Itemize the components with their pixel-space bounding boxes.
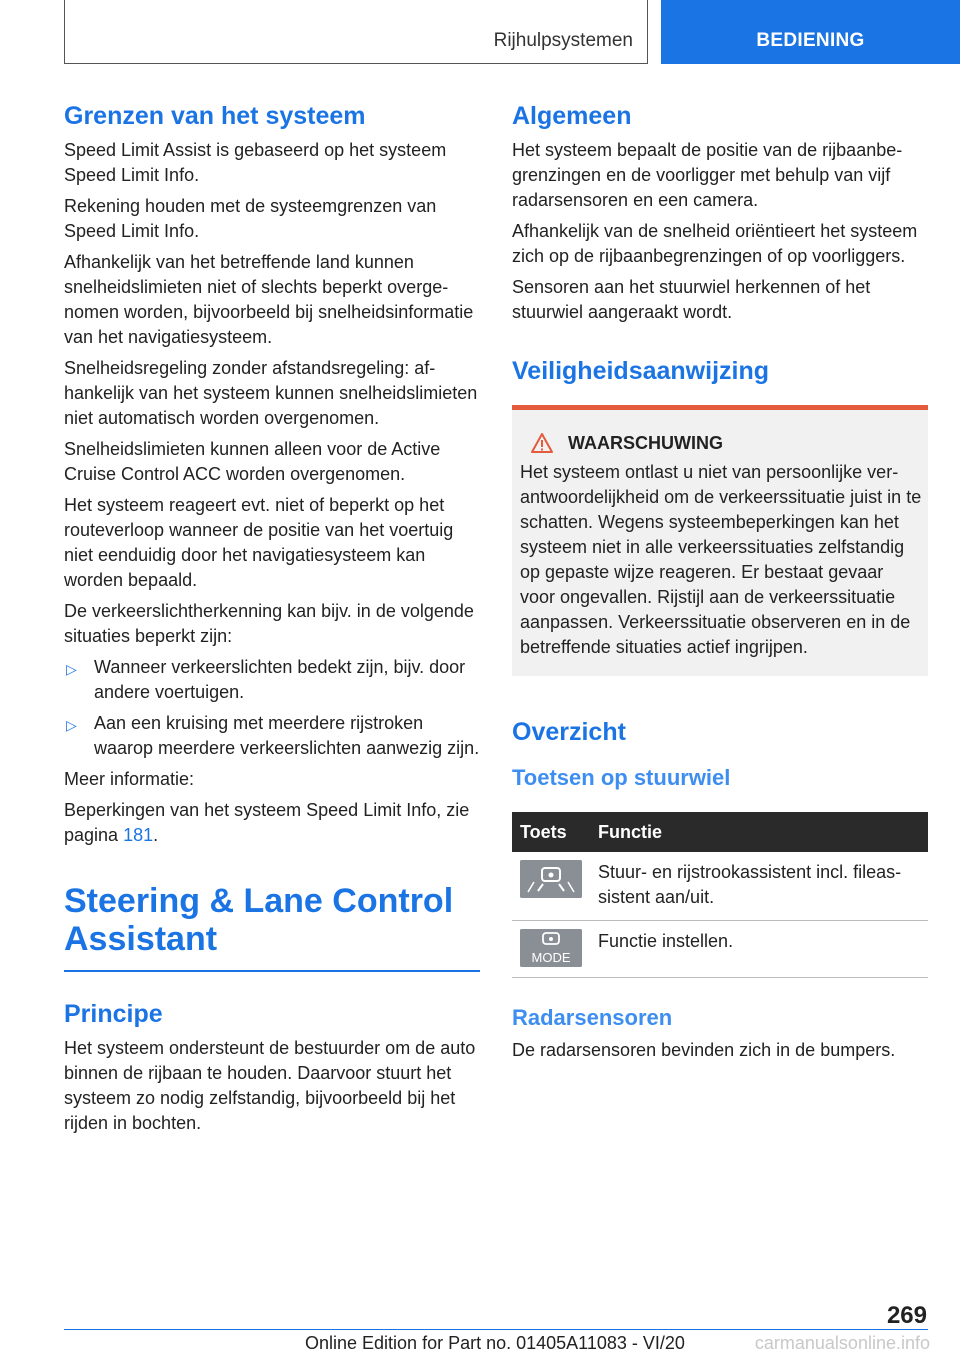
heading-principe: Principe bbox=[64, 1000, 163, 1028]
list-item bbox=[64, 711, 480, 761]
paragraph: Het systeem reageert evt. niet of beperkt op het routeverloop wanneer de positie van het voertuig niet eenduidig door het navigatiesysteem kan worden bepaald. bbox=[64, 495, 454, 590]
page-header bbox=[0, 0, 960, 66]
right-column bbox=[512, 100, 928, 1069]
edition-text: Online Edition for Part no. 01405A11083 - VI/20 bbox=[305, 1333, 685, 1353]
table-cell-function: Stuur- en rijstrookassistent incl. fileassistent aan/uit. bbox=[590, 852, 928, 921]
mode-icon bbox=[520, 929, 582, 967]
page-link[interactable]: 181 bbox=[123, 825, 154, 845]
paragraph: Rekening houden met de systeemgrenzen van Speed Limit Info. bbox=[64, 196, 437, 241]
heading-overzicht: Overzicht bbox=[512, 718, 626, 746]
bullet-list bbox=[64, 655, 480, 761]
heading-algemeen: Algemeen bbox=[512, 102, 632, 130]
table-row bbox=[512, 921, 928, 978]
warning-triangle-icon bbox=[530, 432, 554, 454]
chapter-tab: BEDIENING bbox=[661, 0, 960, 64]
table-header-row bbox=[512, 812, 928, 852]
paragraph: De radarsensoren bevinden zich in de bumpers. bbox=[512, 1040, 896, 1060]
heading-grenzen: Grenzen van het systeem bbox=[64, 102, 366, 130]
watermark: carmanualsonline.info bbox=[754, 1333, 930, 1353]
paragraph-end: . bbox=[153, 825, 159, 845]
table-header-functie: Functie bbox=[590, 812, 928, 852]
list-item bbox=[64, 655, 480, 705]
heading-steering: Steering & Lane Control Assistant bbox=[64, 882, 454, 958]
paragraph: Het systeem bepaalt de positie van de rijbaanbegrenzingen en de voorligger met behulp van vijf radarsensoren en een camera. bbox=[512, 140, 903, 210]
paragraph: Snelheidslimieten kunnen alleen voor de Active Cruise Control ACC worden overgenomen. bbox=[64, 439, 441, 484]
triangle-bullet-icon: ▷ bbox=[66, 661, 77, 677]
keys-table bbox=[512, 812, 928, 978]
page-number: 269 bbox=[886, 1302, 927, 1329]
heading-toetsen: Toetsen op stuurwiel bbox=[512, 765, 731, 790]
table-cell-key bbox=[512, 921, 590, 978]
left-column bbox=[64, 100, 480, 1142]
mode-label: MODE bbox=[531, 950, 571, 965]
footer-divider bbox=[64, 1329, 928, 1330]
lane-assist-icon bbox=[520, 860, 582, 898]
warning-label: WAARSCHUWING bbox=[568, 432, 723, 453]
list-item-text: Wanneer verkeerslichten bedekt zijn, bijv. door andere voertuigen. bbox=[94, 657, 466, 702]
table-row bbox=[512, 852, 928, 921]
paragraph: Afhankelijk van het betreffende land kunnen snelheidslimieten niet of slechts beperkt overgenomen worden, bijvoorbeeld bij snelheidsinformatie van het navigatiesysteem. bbox=[64, 252, 474, 347]
paragraph: Speed Limit Assist is gebaseerd op het systeem Speed Limit Info. bbox=[64, 140, 447, 185]
paragraph-text: Beperkingen van het systeem Speed Limit Info, zie pagina bbox=[64, 800, 470, 845]
paragraph: Afhankelijk van de snelheid oriëntieert het systeem zich op de rijbaanbegrenzingen of op voorliggers. bbox=[512, 221, 918, 266]
paragraph: Sensoren aan het stuurwiel herkennen of het stuurwiel aangeraakt wordt. bbox=[512, 277, 871, 322]
paragraph: Het systeem ondersteunt de bestuurder om de auto binnen de rijbaan te houden. Daarvoor stuurt het systeem zo nodig zelfstandig, bijvoorbeeld bij het rijden in bochten. bbox=[64, 1038, 476, 1133]
warning-text: Het systeem ontlast u niet van persoonlijke verantwoordelijkheid om de verkeerssituatie juist in te schatten. Wegens systeembeperkingen kan het systeem niet in alle verkeerssituaties zelfstandig op gepaste wijze reageren. Er bestaat gevaar voor ongevallen. Rijstijl aan de verkeerssituatie aanpassen. Verkeerssituatie observeren en in de betreffende situaties actief ingrijpen. bbox=[520, 462, 922, 657]
table-cell-function: Functie instellen. bbox=[590, 921, 928, 978]
section-tab: Rijhulpsystemen bbox=[64, 0, 648, 64]
list-item-text: Aan een kruising met meerdere rijstroken waarop meerdere verkeerslichten aanwezig zijn. bbox=[94, 713, 480, 758]
paragraph: Meer informatie: bbox=[64, 769, 195, 789]
warning-header bbox=[520, 432, 922, 454]
warning-box bbox=[512, 405, 928, 676]
heading-veiligheid: Veiligheidsaanwijzing bbox=[512, 357, 770, 385]
heading-radarsensoren: Radarsensoren bbox=[512, 1005, 673, 1030]
table-header-toets: Toets bbox=[512, 812, 590, 852]
paragraph: De verkeerslichtherkenning kan bijv. in de volgende situaties beperkt zijn: bbox=[64, 601, 474, 646]
paragraph: Snelheidsregeling zonder afstandsregeling: afhankelijk van het systeem kunnen snelheidslimieten niet automatisch worden overgenomen. bbox=[64, 358, 478, 428]
paragraph-with-link bbox=[64, 798, 480, 848]
table-cell-key bbox=[512, 852, 590, 921]
triangle-bullet-icon: ▷ bbox=[66, 717, 77, 733]
